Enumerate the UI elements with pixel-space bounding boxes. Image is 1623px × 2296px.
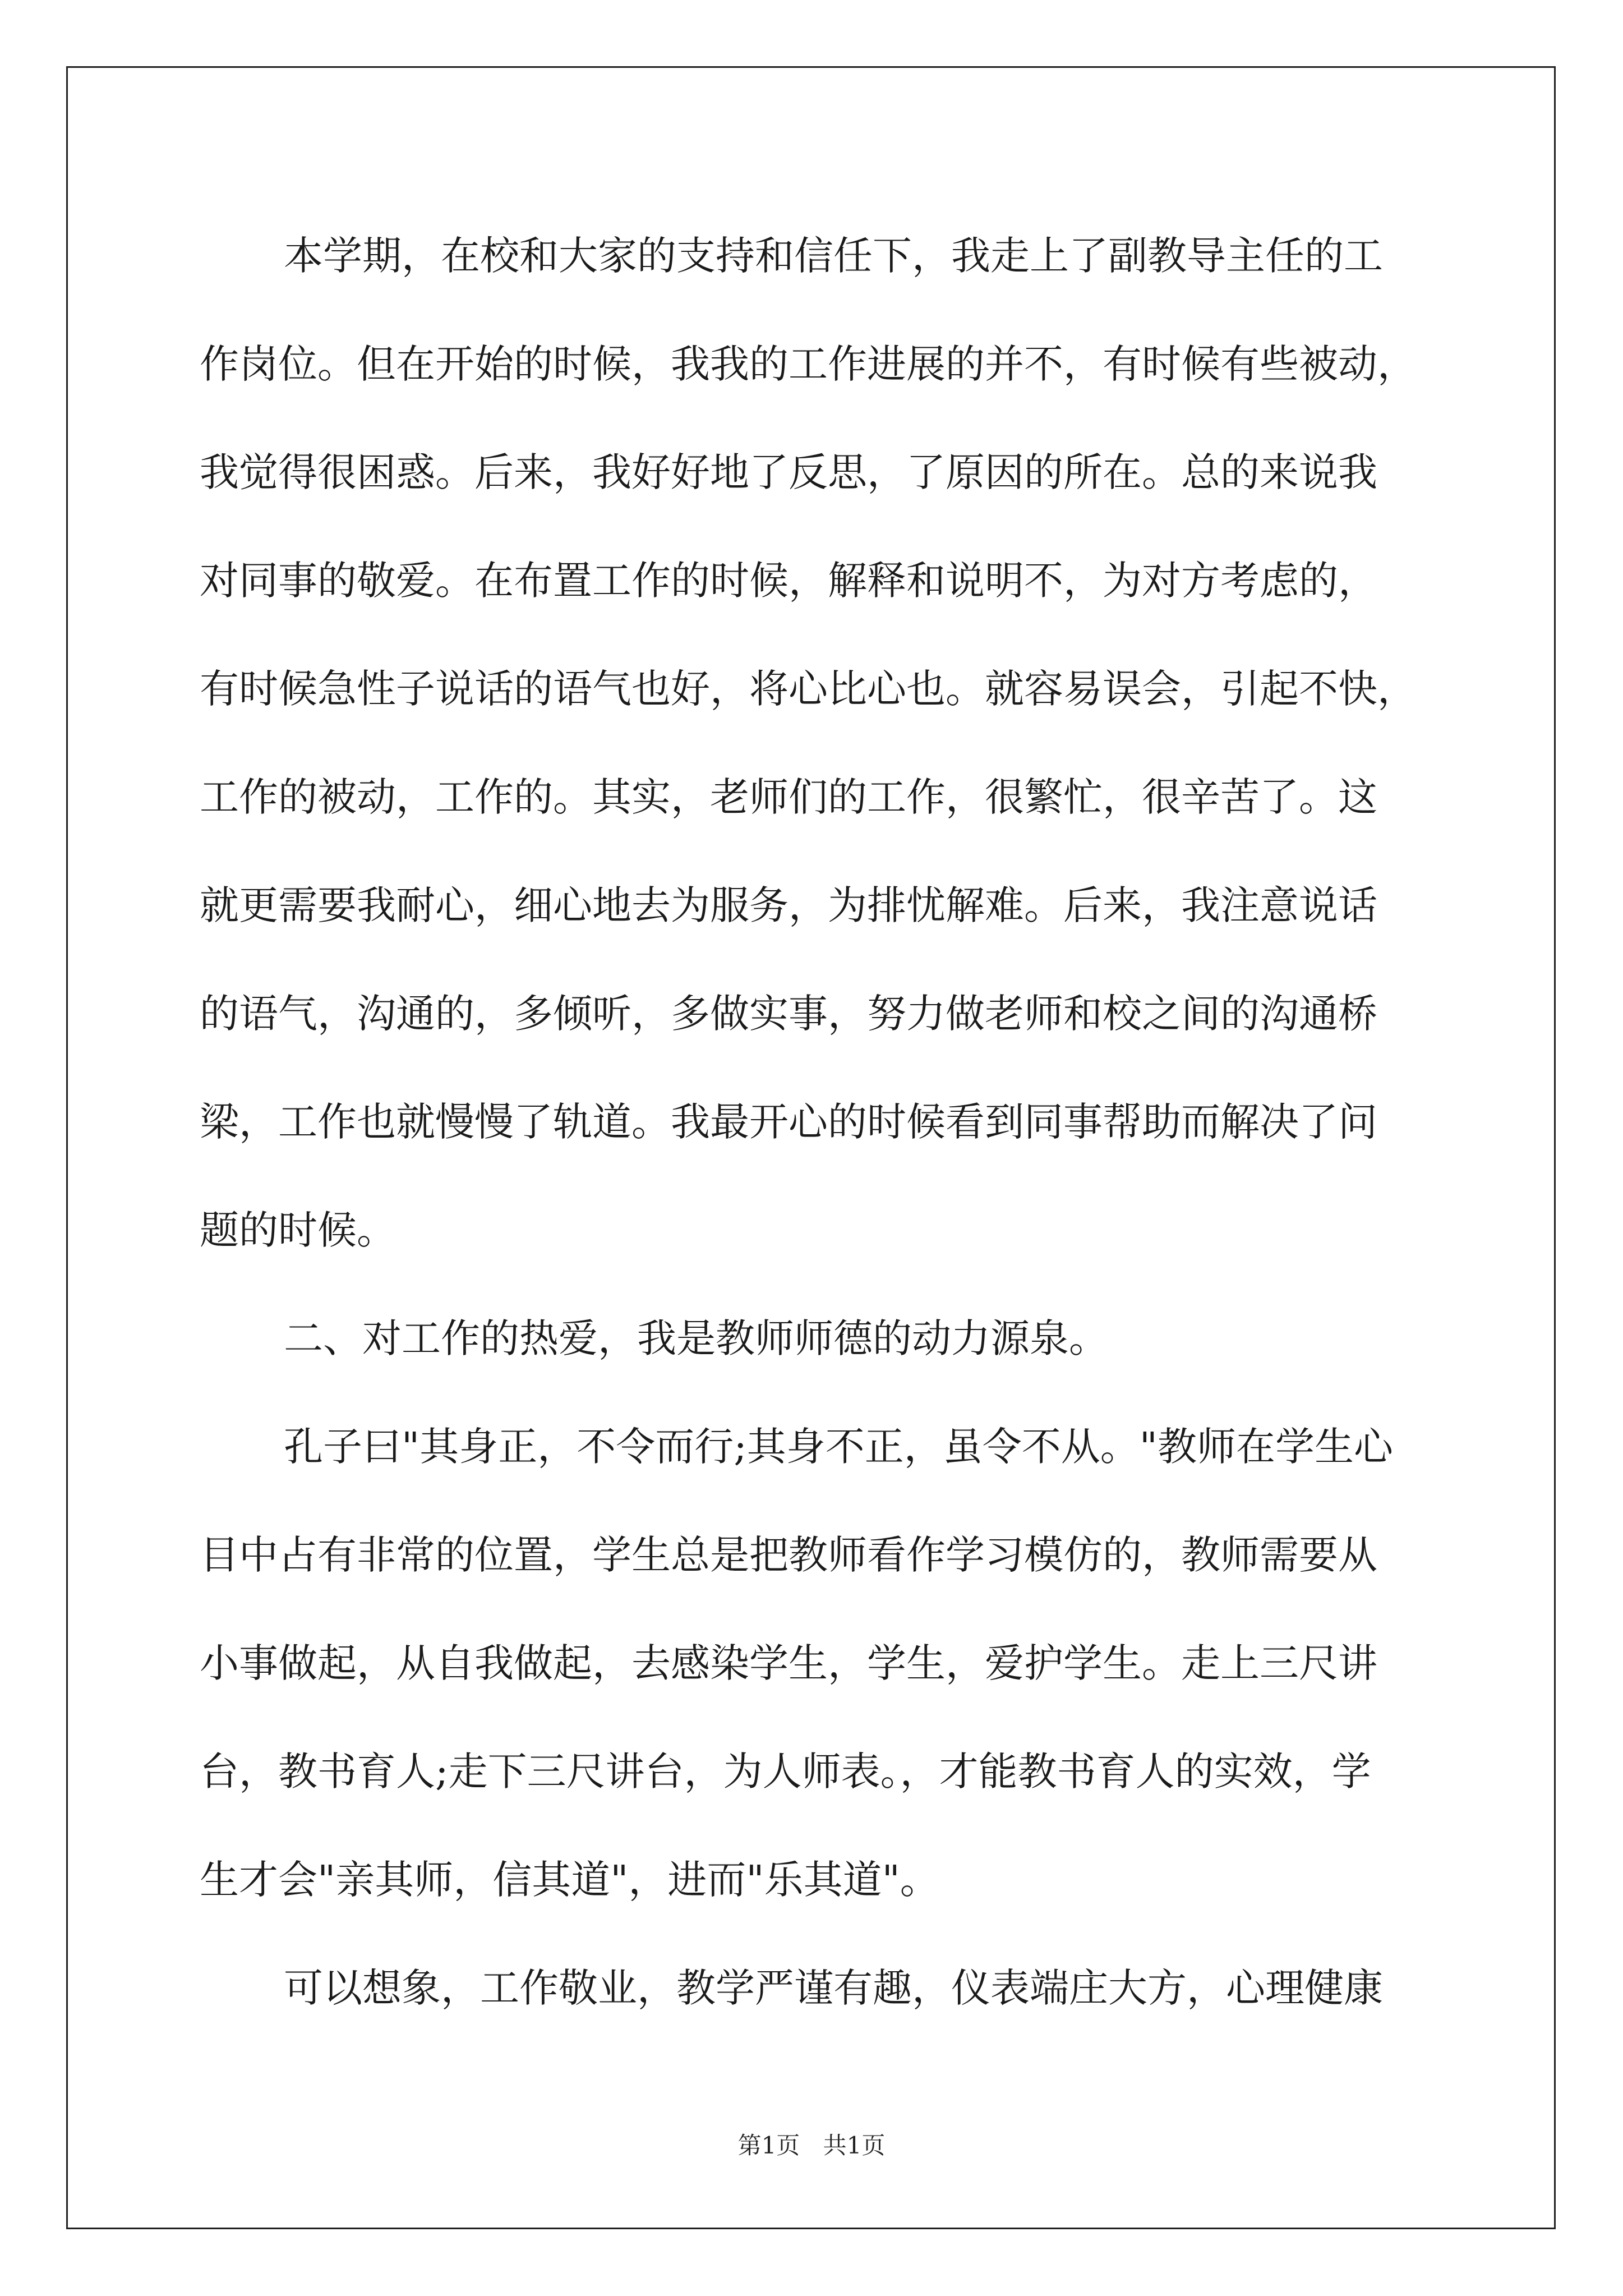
paragraph-line: 可以想象，工作敬业，教学严谨有趣，仪表端庄大方，心理健康 xyxy=(284,1965,1383,2011)
paragraph-line: 题的时候。 xyxy=(200,1207,396,1253)
paragraph-line: 的语气，沟通的，多倾听，多做实事，努力做老师和校之间的沟通桥 xyxy=(200,991,1377,1037)
paragraph-line: 目中占有非常的位置，学生总是把教师看作学习模仿的，教师需要从 xyxy=(200,1532,1377,1578)
paragraph-line: 我觉得很困惑。后来，我好好地了反思，了原因的所在。总的来说我 xyxy=(200,449,1377,495)
page-number: 第1页 xyxy=(737,2132,800,2159)
section-heading: 二、对工作的热爱，我是教师师德的动力源泉。 xyxy=(284,1315,1108,1361)
paragraph-line: 有时候急性子说话的语气也好，将心比心也。就容易误会，引起不快， xyxy=(200,666,1417,712)
paragraph-line: 梁，工作也就慢慢了轨道。我最开心的时候看到同事帮助而解决了问 xyxy=(200,1099,1377,1145)
paragraph-line: 本学期，在校和大家的支持和信任下，我走上了副教导主任的工 xyxy=(284,233,1383,279)
paragraph-line: 台，教书育人;走下三尺讲台，为人师表。，才能教书育人的实效，学 xyxy=(200,1749,1371,1795)
document-body xyxy=(200,202,1428,2042)
paragraph-line: 对同事的敬爱。在布置工作的时候，解释和说明不，为对方考虑的， xyxy=(200,558,1377,604)
page-footer xyxy=(0,2129,1623,2162)
paragraph-line: 生才会"亲其师，信其道"，进而"乐其道"。 xyxy=(200,1857,939,1903)
paragraph-line: 工作的被动，工作的。其实，老师们的工作，很繁忙，很辛苦了。这 xyxy=(200,774,1377,820)
paragraph-line: 就更需要我耐心，细心地去为服务，为排忧解难。后来，我注意说话 xyxy=(200,882,1377,928)
paragraph-line: 作岗位。但在开始的时候，我我的工作进展的并不，有时候有些被动， xyxy=(200,341,1417,387)
page-total: 共1页 xyxy=(823,2132,886,2159)
paragraph-line: 孔子曰"其身正，不令而行;其身不正，虽令不从。"教师在学生心 xyxy=(284,1424,1393,1470)
paragraph-line: 小事做起，从自我做起，去感染学生，学生，爱护学生。走上三尺讲 xyxy=(200,1640,1377,1686)
